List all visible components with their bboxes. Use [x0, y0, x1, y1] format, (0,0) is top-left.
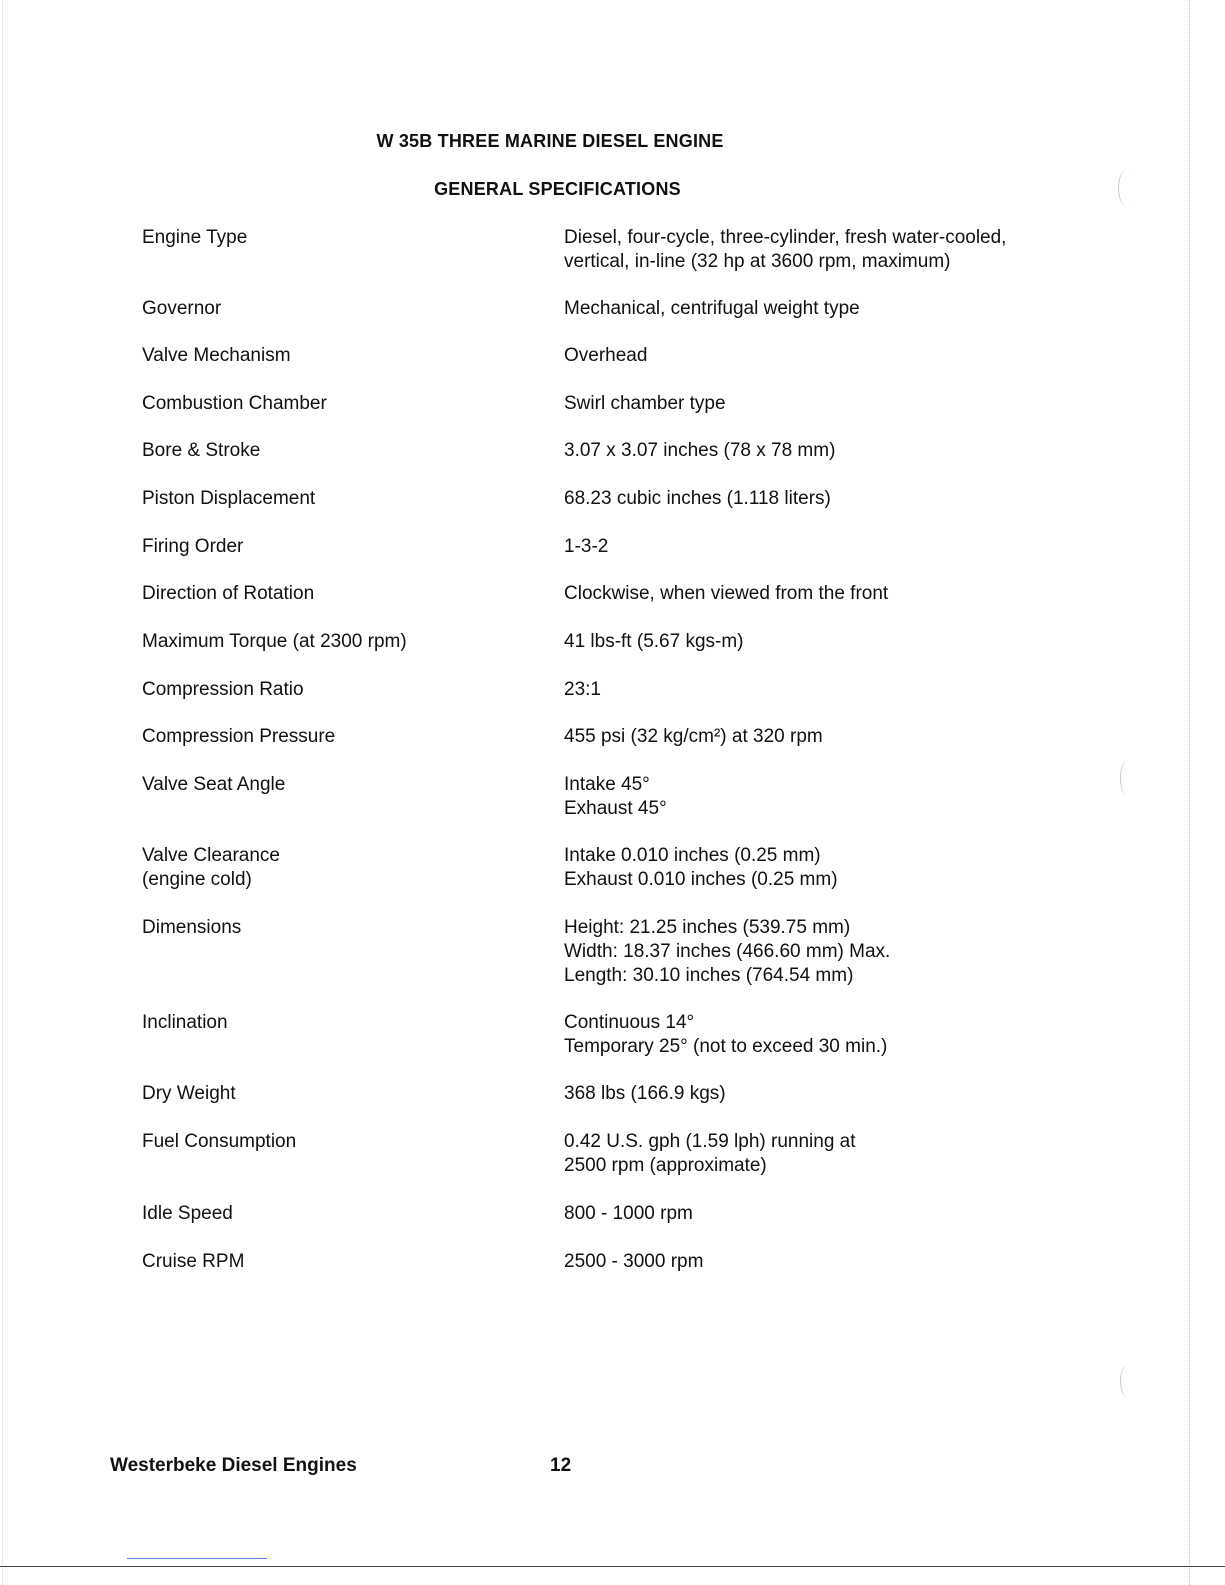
spec-value-line: Exhaust 0.010 inches (0.25 mm) [564, 869, 838, 890]
spec-value-line: 41 lbs-ft (5.67 kgs-m) [564, 631, 744, 652]
spec-label-line: Dry Weight [142, 1083, 236, 1104]
right-scan-edge [1189, 0, 1190, 1585]
spec-value-line: Continuous 14° [564, 1012, 695, 1033]
spec-label [142, 1011, 532, 1035]
spec-label-line: Valve Clearance [142, 845, 281, 866]
spec-value [564, 297, 1084, 321]
scan-artifact [1120, 760, 1135, 796]
spec-value-line: Length: 30.10 inches (764.54 mm) [564, 965, 854, 986]
spec-value [564, 1202, 1084, 1226]
spec-value [564, 725, 1084, 749]
spec-value [564, 630, 1084, 654]
spec-label-line: Piston Displacement [142, 488, 316, 509]
spec-label [142, 1082, 532, 1106]
spec-value-line: Mechanical, centrifugal weight type [564, 298, 860, 319]
spec-value [564, 344, 1084, 368]
spec-value-line: Overhead [564, 345, 648, 366]
page-number: 12 [550, 1455, 572, 1476]
spec-label [142, 439, 532, 463]
spec-value [564, 392, 1084, 416]
spec-label [142, 916, 532, 940]
spec-label-line: (engine cold) [142, 869, 252, 890]
spec-label-line: Maximum Torque (at 2300 rpm) [142, 631, 407, 652]
spec-label [142, 725, 532, 749]
spec-value [564, 226, 1084, 274]
spec-value-line: Exhaust 45° [564, 798, 667, 819]
spec-label [142, 1130, 532, 1154]
spec-value-line: Swirl chamber type [564, 393, 726, 414]
spec-label-line: Bore & Stroke [142, 440, 261, 461]
spec-value [564, 1130, 1084, 1178]
spec-label [142, 392, 532, 416]
bottom-link-line [127, 1558, 267, 1559]
spec-label [142, 1202, 532, 1226]
spec-label [142, 773, 532, 797]
spec-value-line: 2500 - 3000 rpm [564, 1251, 704, 1272]
spec-value-line: Width: 18.37 inches (466.60 mm) Max. [564, 941, 891, 962]
spec-value-line: Temporary 25° (not to exceed 30 min.) [564, 1036, 888, 1057]
spec-value-line: Intake 45° [564, 774, 650, 795]
spec-label [142, 344, 532, 368]
scan-artifact [1118, 168, 1139, 208]
spec-label-line: Valve Seat Angle [142, 774, 286, 795]
spec-value [564, 582, 1084, 606]
spec-value-line: Diesel, four-cycle, three-cylinder, fresh water-cooled, [564, 227, 1007, 248]
spec-label-line: Fuel Consumption [142, 1131, 297, 1152]
spec-value [564, 844, 1084, 892]
spec-value-line: 368 lbs (166.9 kgs) [564, 1083, 726, 1104]
spec-label-line: Direction of Rotation [142, 583, 315, 604]
spec-label-line: Cruise RPM [142, 1251, 245, 1272]
spec-value-line: 3.07 x 3.07 inches (78 x 78 mm) [564, 440, 836, 461]
spec-label-line: Engine Type [142, 227, 248, 248]
document-title: W 35B THREE MARINE DIESEL ENGINE [376, 131, 724, 151]
spec-label [142, 1250, 532, 1274]
bottom-rule [0, 1566, 1225, 1567]
spec-label-line: Compression Pressure [142, 726, 336, 747]
spec-value-line: Clockwise, when viewed from the front [564, 583, 889, 604]
spec-label-line: Combustion Chamber [142, 393, 327, 414]
spec-label [142, 582, 532, 606]
spec-value [564, 439, 1084, 463]
spec-label [142, 630, 532, 654]
spec-value-line: 0.42 U.S. gph (1.59 lph) running at [564, 1131, 856, 1152]
spec-label [142, 487, 532, 511]
spec-value [564, 487, 1084, 511]
spec-label-line: Governor [142, 298, 222, 319]
spec-value [564, 1082, 1084, 1106]
spec-label-line: Compression Ratio [142, 679, 304, 700]
spec-label [142, 297, 532, 321]
spec-label [142, 226, 532, 250]
spec-label [142, 844, 532, 892]
spec-value-line: 1-3-2 [564, 536, 609, 557]
spec-value [564, 773, 1084, 821]
spec-label-line: Firing Order [142, 536, 244, 557]
spec-value [564, 535, 1084, 559]
spec-label [142, 678, 532, 702]
spec-value-line: Intake 0.010 inches (0.25 mm) [564, 845, 821, 866]
spec-value-line: vertical, in-line (32 hp at 3600 rpm, maximum) [564, 251, 951, 272]
spec-value-line: 455 psi (32 kg/cm²) at 320 rpm [564, 726, 823, 747]
scan-artifact [1120, 1365, 1135, 1397]
spec-value-line: 800 - 1000 rpm [564, 1203, 693, 1224]
spec-value [564, 916, 1084, 988]
spec-label-line: Dimensions [142, 917, 242, 938]
spec-value-line: 2500 rpm (approximate) [564, 1155, 767, 1176]
spec-value-line: Height: 21.25 inches (539.75 mm) [564, 917, 851, 938]
spec-label-line: Idle Speed [142, 1203, 233, 1224]
spec-value [564, 1011, 1084, 1059]
spec-label-line: Inclination [142, 1012, 228, 1033]
spec-value-line: 23:1 [564, 679, 601, 700]
section-heading: GENERAL SPECIFICATIONS [434, 179, 681, 199]
spec-label-line: Valve Mechanism [142, 345, 291, 366]
spec-value-line: 68.23 cubic inches (1.118 liters) [564, 488, 831, 509]
spec-value [564, 678, 1084, 702]
spec-label [142, 535, 532, 559]
left-scan-edge [2, 0, 3, 1585]
footer-brand: Westerbeke Diesel Engines [110, 1455, 357, 1476]
spec-value [564, 1250, 1084, 1274]
